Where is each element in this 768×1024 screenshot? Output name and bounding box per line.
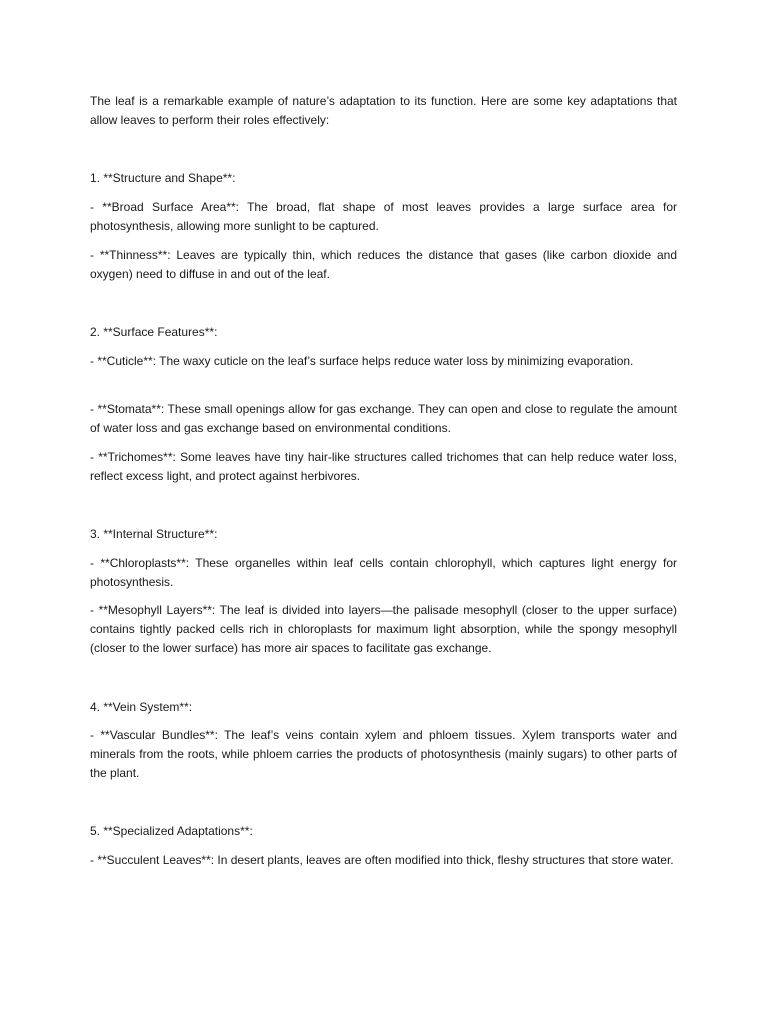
section-1-item-2: - **Thinness**: Leaves are typically thin, which reduces the distance that gases (like carbon dioxide and oxygen) need to diffuse in and out of the leaf. [90,248,677,282]
section-4-item-1: - **Vascular Bundles**: The leaf’s veins contain xylem and phloem tissues. Xylem transports water and minerals from the roots, while phloem carries the products of photosynthesis (mainly sugars) to other parts of the plant. [90,728,677,781]
section-5-heading: 5. **Specialized Adaptations**: [90,824,253,838]
intro-paragraph: The leaf is a remarkable example of nature’s adaptation to its function. Here are some key adaptations that allow leaves to perform their roles effectively: [90,94,677,128]
section-1-item-1: - **Broad Surface Area**: The broad, flat shape of most leaves provides a large surface area for photosynthesis, allowing more sunlight to be captured. [90,200,677,234]
section-2-item-3: - **Trichomes**: Some leaves have tiny hair-like structures called trichomes that can help reduce water loss, reflect excess light, and protect against herbivores. [90,450,677,484]
section-2-item-2: - **Stomata**: These small openings allow for gas exchange. They can open and close to regulate the amount of water loss and gas exchange based on environmental conditions. [90,402,677,436]
section-4-heading: 4. **Vein System**: [90,700,193,714]
section-3-item-2: - **Mesophyll Layers**: The leaf is divided into layers—the palisade mesophyll (closer to the upper surface) contains tightly packed cells rich in chloroplasts for maximum light absorption, while the spongy mesophyll (closer to the lower surface) has more air spaces to facilitate gas exchange. [90,603,677,656]
section-3-heading: 3. **Internal Structure**: [90,527,218,541]
section-3-item-1: - **Chloroplasts**: These organelles within leaf cells contain chlorophyll, which captures light energy for photosynthesis. [90,556,677,590]
section-2-heading: 2. **Surface Features**: [90,325,218,339]
section-5-item-1: - **Succulent Leaves**: In desert plants, leaves are often modified into thick, fleshy structures that store water. [90,853,674,867]
section-2-item-1: - **Cuticle**: The waxy cuticle on the leaf’s surface helps reduce water loss by minimizing evaporation. [90,354,634,368]
section-1-heading: 1. **Structure and Shape**: [90,171,236,185]
